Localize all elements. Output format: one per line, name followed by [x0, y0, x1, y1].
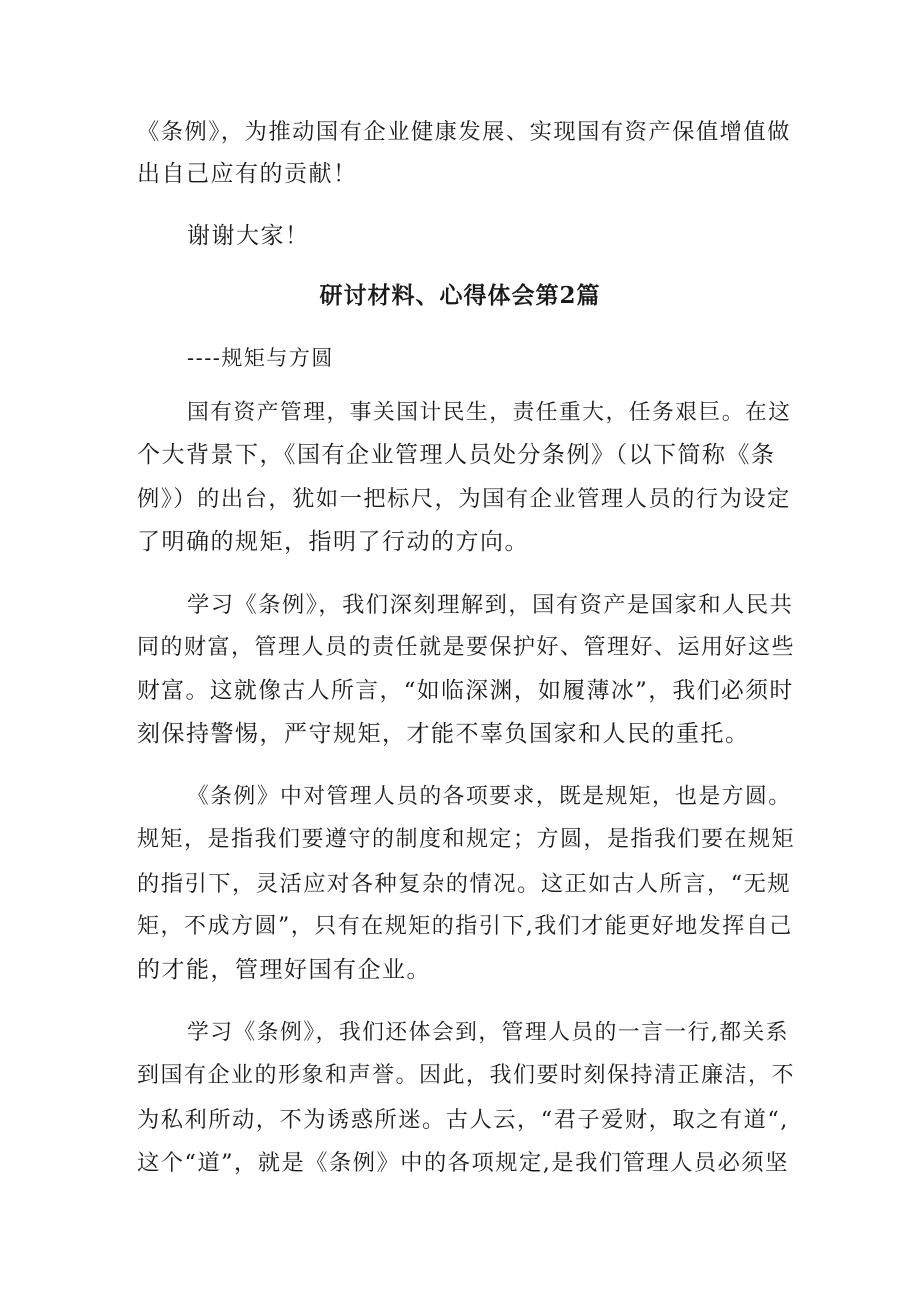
paragraph-line: 国有资产管理，事关国计民生，责任重大，任务艰巨。在这: [187, 400, 792, 425]
paragraph-line: 矩，不成方圆”，只有在规矩的指引下,我们才能更好地发挥自己: [137, 914, 793, 939]
paragraph-line: 个大背景下，《国有企业管理人员处分条例》（以下简称《条: [137, 442, 776, 468]
paragraph-line: 到国有企业的形象和声誉。因此，我们要时刻保持清正廉洁，不: [137, 1063, 796, 1088]
paragraph-line: 为私利所动，不为诱惑所迷。古人云，“君子爱财，取之有道“,: [137, 1107, 789, 1133]
paragraph-line: 这个“道”，就是《条例》中的各项规定,是我们管理人员必须坚: [137, 1150, 789, 1176]
paragraph-line: 财富。这就像古人所言，“如临深渊，如履薄冰”，我们必须时: [137, 678, 794, 704]
paragraph-line: 刻保持警惕，严守规矩，才能不辜负国家和人民的重托。: [137, 721, 750, 747]
paragraph-line: 学习《条例》，我们深刻理解到，国有资产是国家和人民共: [187, 592, 794, 618]
section-subtitle: ----规矩与方圆: [187, 346, 334, 370]
paragraph-line: 学习《条例》，我们还体会到，管理人员的一言一行,都关系: [187, 1020, 790, 1045]
paragraph-line: 《条例》中对管理人员的各项要求，既是规矩，也是方圆。: [187, 784, 792, 809]
text-line: 《条例》，为推动国有企业健康发展、实现国有资产保值增值做: [137, 119, 791, 145]
paragraph-line: 同的财富，管理人员的责任就是要保护好、管理好、运用好这些: [137, 635, 796, 660]
text-line: 出自己应有的贡献！: [137, 161, 358, 187]
paragraph-line: 例》）的出台，犹如一把标尺，为国有企业管理人员的行为设定: [137, 486, 791, 512]
paragraph-line: 的才能，管理好国有企业。: [137, 957, 431, 983]
paragraph-line: 了明确的规矩，指明了行动的方向。: [137, 529, 529, 555]
closing-thanks: 谢谢大家！: [187, 223, 310, 249]
section-title: 研讨材料、心得体会第2篇: [319, 282, 601, 309]
paragraph-line: 规矩，是指我们要遵守的制度和规定；方圆，是指我们要在规矩: [137, 827, 796, 852]
paragraph-line: 的指引下，灵活应对各种复杂的情况。这正如古人所言，“无规: [137, 871, 792, 897]
